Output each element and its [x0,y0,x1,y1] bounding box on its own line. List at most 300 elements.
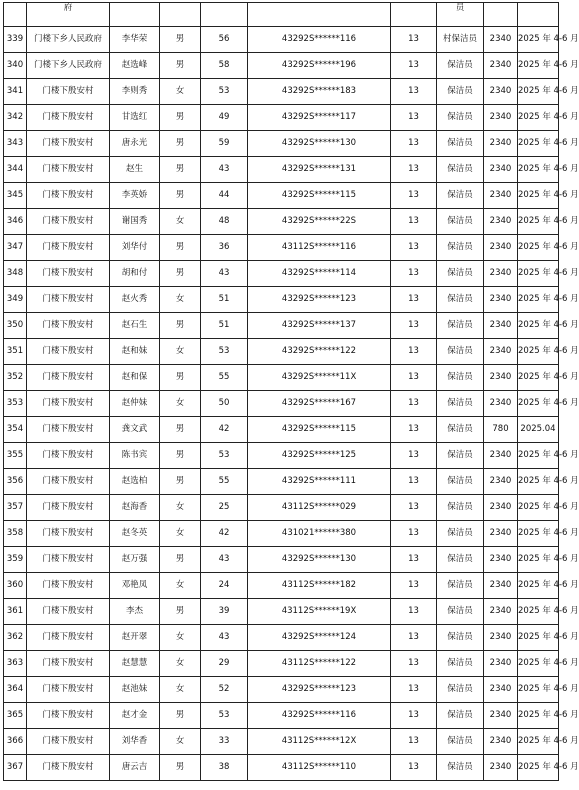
cell-gender: 男 [160,417,201,443]
cell-name: 赵生 [110,157,160,183]
cell-gender: 女 [160,391,201,417]
cell-seq: 357 [4,495,27,521]
cell-amount: 2340 [484,365,518,391]
cell-unit: 门楼下殷安村 [27,625,110,651]
cell-amount: 2340 [484,53,518,79]
cell-months: 13 [391,79,437,105]
cell-gender: 女 [160,625,201,651]
cell-age: 53 [201,443,248,469]
cell-period: 2025.04 [518,417,559,443]
cell-period: 2025 年 4-6 月 [518,703,559,729]
cell-position: 员 [437,3,484,27]
cell-name: 赵和保 [110,365,160,391]
cell-age: 44 [201,183,248,209]
cell-name: 赵仲妹 [110,391,160,417]
cell-amount: 780 [484,417,518,443]
cell-age: 24 [201,573,248,599]
cell-age: 43 [201,261,248,287]
cell-id-number: 43112S******12X [248,729,391,755]
table-row [4,131,559,157]
cell-unit: 门楼下殷安村 [27,677,110,703]
cell-position: 保洁员 [437,625,484,651]
cell-age [201,3,248,27]
cell-name: 赵海香 [110,495,160,521]
cell-name: 李华荣 [110,27,160,53]
cell-id-number: 43292S******114 [248,261,391,287]
cell-name: 胡和付 [110,261,160,287]
cell-position: 保洁员 [437,209,484,235]
cell-seq: 363 [4,651,27,677]
cell-age: 53 [201,703,248,729]
cell-seq: 340 [4,53,27,79]
table-row [4,391,559,417]
table-row [4,209,559,235]
cell-unit: 门楼下殷安村 [27,729,110,755]
cell-position: 村保洁员 [437,27,484,53]
cell-age: 43 [201,547,248,573]
cell-period: 2025 年 4-6 月 [518,391,559,417]
cell-id-number: 43292S******11X [248,365,391,391]
cell-id-number: 43292S******167 [248,391,391,417]
cell-age: 38 [201,755,248,781]
cell-period: 2025 年 4-6 月 [518,287,559,313]
cell-seq: 344 [4,157,27,183]
cell-gender: 男 [160,703,201,729]
cell-id-number: 43292S******117 [248,105,391,131]
table-row [4,105,559,131]
cell-gender: 女 [160,729,201,755]
cell-amount: 2340 [484,105,518,131]
cell-position: 保洁员 [437,365,484,391]
cell-seq: 346 [4,209,27,235]
cell-position: 保洁员 [437,651,484,677]
cell-unit: 门楼下殷安村 [27,365,110,391]
cell-id-number: 43292S******124 [248,625,391,651]
table-row [4,53,559,79]
table-row [4,27,559,53]
cell-name: 陈书宾 [110,443,160,469]
cell-name: 唐永光 [110,131,160,157]
cell-unit: 门楼下殷安村 [27,495,110,521]
cell-id-number: 43112S******029 [248,495,391,521]
cell-id-number: 43112S******19X [248,599,391,625]
cell-seq: 342 [4,105,27,131]
cell-gender: 男 [160,261,201,287]
table-row [4,157,559,183]
cell-gender: 女 [160,287,201,313]
cell-months: 13 [391,521,437,547]
cell-id-number: 43292S******115 [248,183,391,209]
cell-period: 2025 年 4-6 月 [518,469,559,495]
cell-position: 保洁员 [437,261,484,287]
cell-id-number: 431021******380 [248,521,391,547]
cell-unit: 门楼下乡人民政府 [27,27,110,53]
cell-id-number: 43292S******137 [248,313,391,339]
table-row [4,599,559,625]
cell-name: 赵石生 [110,313,160,339]
table-row [4,677,559,703]
cell-name: 赵火秀 [110,287,160,313]
table-row [4,261,559,287]
cell-amount: 2340 [484,651,518,677]
cell-id-number: 43112S******122 [248,651,391,677]
cell-period: 2025 年 4-6 月 [518,27,559,53]
cell-unit: 门楼下殷安村 [27,443,110,469]
cell-months: 13 [391,573,437,599]
cell-id-number: 43292S******196 [248,53,391,79]
cell-age: 25 [201,495,248,521]
table-row [4,235,559,261]
cell-unit: 门楼下殷安村 [27,157,110,183]
cell-months: 13 [391,365,437,391]
cell-unit: 府 [27,3,110,27]
cell-unit: 门楼下殷安村 [27,313,110,339]
cell-seq: 353 [4,391,27,417]
cell-months: 13 [391,261,437,287]
table-row [4,651,559,677]
cell-period: 2025 年 4-6 月 [518,677,559,703]
cell-id-number: 43292S******123 [248,287,391,313]
cell-gender: 男 [160,27,201,53]
cell-position: 保洁员 [437,417,484,443]
table-row [4,729,559,755]
table-row [4,287,559,313]
cell-id-number: 43292S******115 [248,417,391,443]
table-row [4,79,559,105]
table-row [4,755,559,781]
cell-position: 保洁员 [437,105,484,131]
cell-months: 13 [391,677,437,703]
cell-months: 13 [391,469,437,495]
cell-id-number: 43292S******130 [248,131,391,157]
cell-position: 保洁员 [437,547,484,573]
cell-name: 刘华付 [110,235,160,261]
cell-age: 53 [201,339,248,365]
cell-age: 58 [201,53,248,79]
cell-age: 49 [201,105,248,131]
cell-age: 43 [201,157,248,183]
cell-amount: 2340 [484,703,518,729]
cell-months [391,3,437,27]
cell-position: 保洁员 [437,313,484,339]
cell-period: 2025 年 4-6 月 [518,53,559,79]
cell-name: 赵池妹 [110,677,160,703]
cell-position: 保洁员 [437,443,484,469]
cell-name: 李杰 [110,599,160,625]
cell-id-number: 43292S******131 [248,157,391,183]
cell-age: 55 [201,365,248,391]
cell-amount: 2340 [484,287,518,313]
cell-unit: 门楼下殷安村 [27,235,110,261]
cell-amount: 2340 [484,157,518,183]
cell-gender: 男 [160,131,201,157]
cell-id-number: 43292S******130 [248,547,391,573]
cell-position: 保洁员 [437,729,484,755]
cell-position: 保洁员 [437,131,484,157]
cell-unit: 门楼下殷安村 [27,703,110,729]
cell-period: 2025 年 4-6 月 [518,495,559,521]
cell-unit: 门楼下殷安村 [27,573,110,599]
cell-name: 赵慧慧 [110,651,160,677]
cell-position: 保洁员 [437,755,484,781]
cell-amount: 2340 [484,573,518,599]
cell-gender: 女 [160,209,201,235]
cell-unit: 门楼下殷安村 [27,261,110,287]
cell-period: 2025 年 4-6 月 [518,443,559,469]
table-row [4,443,559,469]
cell-period: 2025 年 4-6 月 [518,157,559,183]
cell-position: 保洁员 [437,495,484,521]
cell-months: 13 [391,599,437,625]
cell-position: 保洁员 [437,287,484,313]
cell-seq: 349 [4,287,27,313]
cell-period [518,3,559,27]
cell-position: 保洁员 [437,677,484,703]
cell-months: 13 [391,27,437,53]
cell-amount: 2340 [484,261,518,287]
cell-period: 2025 年 4-6 月 [518,261,559,287]
cell-position: 保洁员 [437,53,484,79]
cell-amount: 2340 [484,313,518,339]
cell-seq: 365 [4,703,27,729]
cell-amount: 2340 [484,131,518,157]
cell-seq: 351 [4,339,27,365]
cell-period: 2025 年 4-6 月 [518,625,559,651]
cell-unit: 门楼下殷安村 [27,287,110,313]
cell-amount: 2340 [484,677,518,703]
cell-amount: 2340 [484,547,518,573]
table-row [4,313,559,339]
cell-age: 53 [201,79,248,105]
cell-months: 13 [391,755,437,781]
cell-name [110,3,160,27]
table-row [4,339,559,365]
cell-unit: 门楼下殷安村 [27,599,110,625]
cell-age: 52 [201,677,248,703]
cell-months: 13 [391,417,437,443]
cell-id-number: 43292S******183 [248,79,391,105]
cell-id-number: 43292S******123 [248,677,391,703]
cell-gender: 女 [160,79,201,105]
cell-id-number: 43112S******116 [248,235,391,261]
cell-age: 43 [201,625,248,651]
cell-period: 2025 年 4-6 月 [518,79,559,105]
cell-name: 赵和妹 [110,339,160,365]
cell-id-number: 43292S******22S [248,209,391,235]
cell-seq: 364 [4,677,27,703]
cell-months: 13 [391,703,437,729]
cell-id-number [248,3,391,27]
cell-amount: 2340 [484,469,518,495]
cell-unit: 门楼下殷安村 [27,417,110,443]
table-row [4,547,559,573]
cell-gender: 男 [160,183,201,209]
cell-age: 39 [201,599,248,625]
cell-unit: 门楼下殷安村 [27,651,110,677]
cell-age: 56 [201,27,248,53]
cell-gender: 男 [160,157,201,183]
cell-age: 51 [201,287,248,313]
cell-period: 2025 年 4-6 月 [518,755,559,781]
cell-id-number: 43292S******116 [248,27,391,53]
cell-period: 2025 年 4-6 月 [518,729,559,755]
cell-period: 2025 年 4-6 月 [518,599,559,625]
cell-gender: 男 [160,105,201,131]
cell-age: 51 [201,313,248,339]
cell-amount: 2340 [484,339,518,365]
cell-age: 42 [201,521,248,547]
cell-seq: 355 [4,443,27,469]
table-row [4,521,559,547]
cell-age: 36 [201,235,248,261]
cell-period: 2025 年 4-6 月 [518,105,559,131]
cell-gender: 女 [160,339,201,365]
cell-amount: 2340 [484,209,518,235]
cell-age: 55 [201,469,248,495]
cell-amount: 2340 [484,495,518,521]
cell-name: 刘华香 [110,729,160,755]
cell-gender: 男 [160,469,201,495]
cell-seq: 360 [4,573,27,599]
cell-gender: 女 [160,573,201,599]
cell-gender: 男 [160,755,201,781]
cell-period: 2025 年 4-6 月 [518,313,559,339]
cell-id-number: 43112S******110 [248,755,391,781]
cell-seq: 341 [4,79,27,105]
cell-unit: 门楼下殷安村 [27,469,110,495]
table-row [4,495,559,521]
cell-position: 保洁员 [437,339,484,365]
cell-position: 保洁员 [437,157,484,183]
cell-seq [4,3,27,27]
cell-id-number: 43112S******182 [248,573,391,599]
cell-name: 李英娇 [110,183,160,209]
cell-seq: 347 [4,235,27,261]
cell-unit: 门楼下乡人民政府 [27,53,110,79]
cell-amount: 2340 [484,183,518,209]
cell-unit: 门楼下殷安村 [27,391,110,417]
cell-months: 13 [391,651,437,677]
cell-position: 保洁员 [437,235,484,261]
cell-amount: 2340 [484,755,518,781]
cell-months: 13 [391,209,437,235]
cell-name: 李则秀 [110,79,160,105]
cell-gender: 男 [160,599,201,625]
cell-gender: 男 [160,235,201,261]
cell-seq: 352 [4,365,27,391]
cell-unit: 门楼下殷安村 [27,209,110,235]
cell-period: 2025 年 4-6 月 [518,235,559,261]
cell-period: 2025 年 4-6 月 [518,209,559,235]
table-row [4,417,559,443]
cell-unit: 门楼下殷安村 [27,547,110,573]
cell-period: 2025 年 4-6 月 [518,131,559,157]
cell-age: 59 [201,131,248,157]
cell-position: 保洁员 [437,703,484,729]
cell-name: 赵选峰 [110,53,160,79]
cell-age: 48 [201,209,248,235]
cell-months: 13 [391,391,437,417]
cell-gender: 男 [160,365,201,391]
cell-unit: 门楼下殷安村 [27,105,110,131]
cell-position: 保洁员 [437,391,484,417]
cell-gender: 男 [160,443,201,469]
cell-age: 50 [201,391,248,417]
cell-amount: 2340 [484,599,518,625]
cell-period: 2025 年 4-6 月 [518,365,559,391]
cell-months: 13 [391,339,437,365]
cell-seq: 362 [4,625,27,651]
cell-amount: 2340 [484,625,518,651]
cell-months: 13 [391,443,437,469]
cell-period: 2025 年 4-6 月 [518,183,559,209]
cell-name: 邓艳凤 [110,573,160,599]
cell-months: 13 [391,313,437,339]
cell-id-number: 43292S******125 [248,443,391,469]
table-body [4,3,579,781]
cell-name: 甘选红 [110,105,160,131]
cell-name: 赵万强 [110,547,160,573]
cell-unit: 门楼下殷安村 [27,755,110,781]
cell-months: 13 [391,183,437,209]
cell-period: 2025 年 4-6 月 [518,547,559,573]
cell-months: 13 [391,495,437,521]
cell-months: 13 [391,235,437,261]
cell-months: 13 [391,131,437,157]
table-row [4,703,559,729]
cell-name: 龚文武 [110,417,160,443]
cell-age: 29 [201,651,248,677]
cell-unit: 门楼下殷安村 [27,339,110,365]
cell-gender [160,3,201,27]
cell-seq: 356 [4,469,27,495]
subsidy-roster-table [3,2,579,781]
table-row-fragment [4,3,559,27]
cell-period: 2025 年 4-6 月 [518,573,559,599]
cell-seq: 354 [4,417,27,443]
table-row [4,365,559,391]
cell-amount [484,3,518,27]
cell-seq: 343 [4,131,27,157]
cell-unit: 门楼下殷安村 [27,183,110,209]
cell-position: 保洁员 [437,469,484,495]
cell-months: 13 [391,625,437,651]
cell-unit: 门楼下殷安村 [27,79,110,105]
cell-months: 13 [391,105,437,131]
cell-amount: 2340 [484,235,518,261]
cell-age: 33 [201,729,248,755]
cell-name: 赵才金 [110,703,160,729]
cell-id-number: 43292S******111 [248,469,391,495]
cell-amount: 2340 [484,27,518,53]
cell-period: 2025 年 4-6 月 [518,521,559,547]
cell-months: 13 [391,729,437,755]
cell-age: 42 [201,417,248,443]
cell-gender: 女 [160,521,201,547]
cell-name: 赵冬英 [110,521,160,547]
cell-gender: 女 [160,495,201,521]
cell-name: 赵选柏 [110,469,160,495]
cell-seq: 359 [4,547,27,573]
cell-amount: 2340 [484,79,518,105]
table-row [4,183,559,209]
cell-name: 谢国秀 [110,209,160,235]
cell-gender: 男 [160,313,201,339]
cell-unit: 门楼下殷安村 [27,521,110,547]
cell-amount: 2340 [484,391,518,417]
cell-period: 2025 年 4-6 月 [518,339,559,365]
cell-position: 保洁员 [437,183,484,209]
